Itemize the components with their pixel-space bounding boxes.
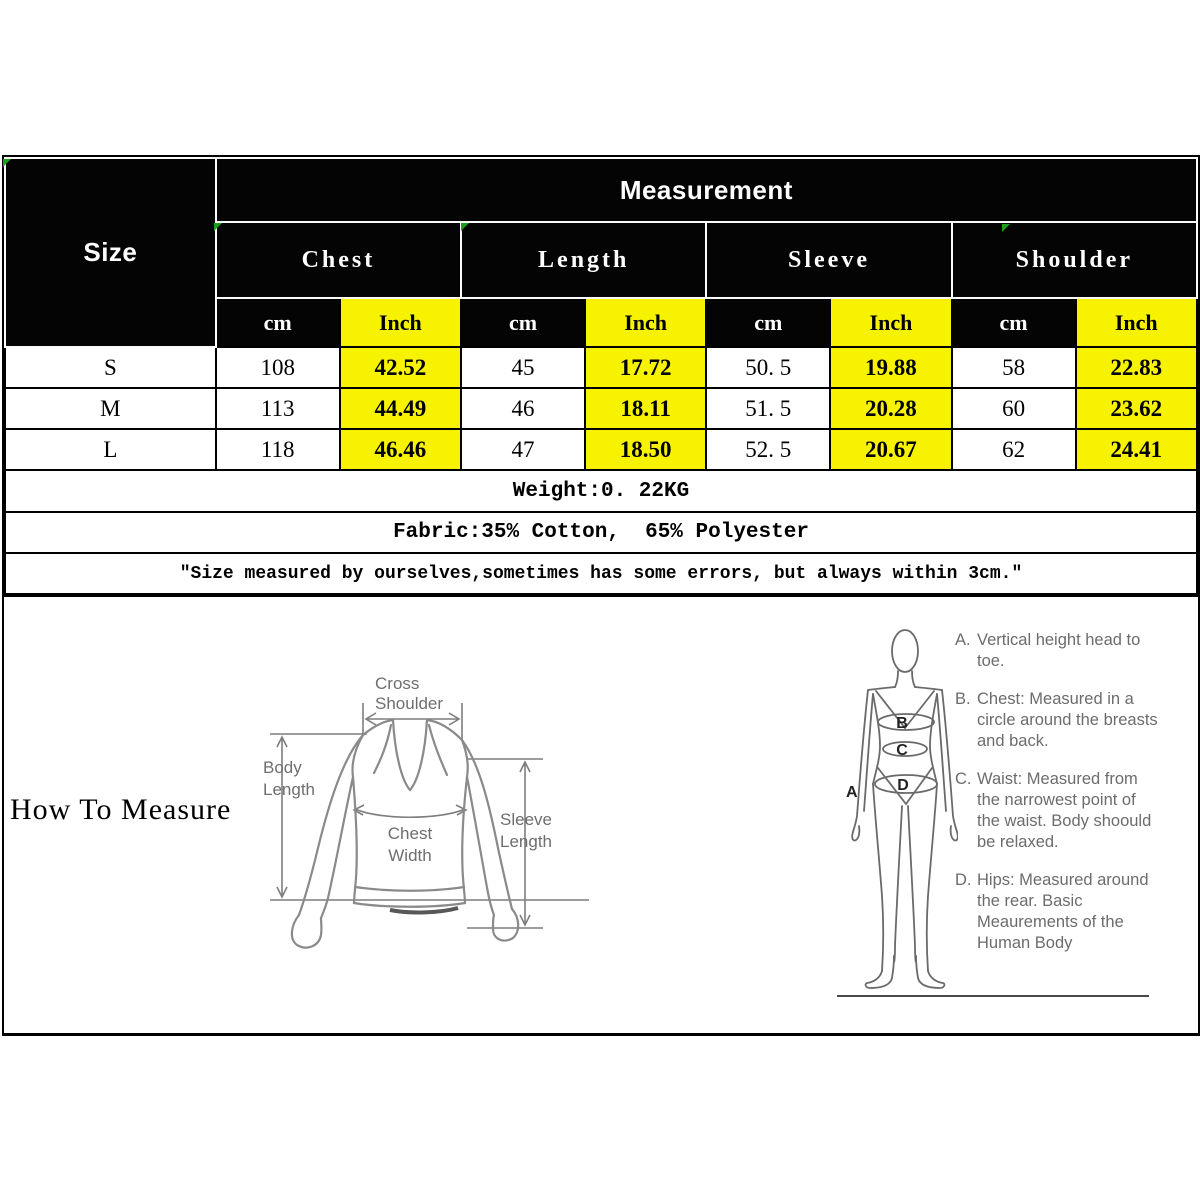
instruction-letter: D. [955, 871, 972, 889]
marker-b: B [896, 715, 908, 732]
unit-header-cm: cm [952, 298, 1076, 347]
value-cell: 51. 5 [706, 388, 830, 429]
instruction-item-a [955, 630, 1160, 672]
comment-marker-icon [214, 223, 222, 231]
body-length-label: Body [263, 758, 302, 777]
comment-marker-icon [3, 159, 11, 167]
value-cell: 22.83 [1076, 347, 1198, 388]
table-row-size-s [5, 347, 1197, 388]
value-cell: 18.11 [585, 388, 706, 429]
group-header-chest: Chest [216, 222, 461, 298]
unit-header-inch: Inch [1076, 298, 1198, 347]
unit-header-inch: Inch [585, 298, 706, 347]
instruction-text: Hips: Measured around the rear. Basic Meaurements of the Human Body [977, 871, 1149, 952]
value-cell: 23.62 [1076, 388, 1198, 429]
group-header-sleeve: Sleeve [706, 222, 951, 298]
body-length-label: Length [263, 780, 315, 799]
measure-instructions [955, 630, 1160, 971]
value-cell: 50. 5 [706, 347, 830, 388]
marker-d: D [897, 777, 909, 794]
instruction-item-b [955, 689, 1160, 752]
size-chart-table-wrap [2, 155, 1200, 1036]
instruction-text: Waist: Measured from the narrowest point of the waist. Body shoould be relaxed. [977, 770, 1152, 851]
how-to-measure-heading: How To Measure [10, 793, 232, 826]
cross-shoulder-label: Shoulder [375, 694, 444, 713]
value-cell: 18.50 [585, 429, 706, 470]
sleeve-length-label: Length [500, 832, 552, 851]
weight-row: Weight:0. 22KG [5, 470, 1197, 512]
table-row-size-l [5, 429, 1197, 470]
value-cell: 58 [952, 347, 1076, 388]
value-cell: 62 [952, 429, 1076, 470]
value-cell: 17.72 [585, 347, 706, 388]
instruction-letter: B. [955, 690, 971, 708]
group-header-length: Length [461, 222, 706, 298]
instruction-item-c [955, 769, 1160, 853]
value-cell: 118 [216, 429, 340, 470]
value-cell: 44.49 [340, 388, 461, 429]
value-cell: 19.88 [830, 347, 951, 388]
garment-measure-diagram [255, 663, 600, 953]
cross-shoulder-label: Cross [375, 674, 420, 693]
measurement-title-cell: Measurement [216, 158, 1197, 222]
unit-header-cm: cm [216, 298, 340, 347]
body-measure-diagram [840, 616, 958, 998]
chest-width-label: Width [388, 846, 432, 865]
figure-underline [837, 995, 1149, 997]
size-label: L [5, 429, 216, 470]
value-cell: 46.46 [340, 429, 461, 470]
unit-header-inch: Inch [830, 298, 951, 347]
value-cell: 20.28 [830, 388, 951, 429]
size-label: M [5, 388, 216, 429]
unit-header-cm: cm [461, 298, 585, 347]
chest-width-label: Chest [387, 824, 433, 843]
instruction-letter: C. [955, 770, 972, 788]
unit-header-cm: cm [706, 298, 830, 347]
comment-marker-icon [1002, 224, 1010, 232]
table-row-size-m [5, 388, 1197, 429]
disclaimer-row: ″Size measured by ourselves,sometimes has some errors, but always within 3cm.″ [5, 553, 1197, 594]
instruction-text: Chest: Measured in a circle around the breasts and back. [977, 690, 1158, 750]
unit-header-inch: Inch [340, 298, 461, 347]
group-header-shoulder: Shoulder [952, 222, 1197, 298]
instruction-text: Vertical height head to toe. [977, 631, 1141, 670]
sleeve-length-label: Sleeve [500, 810, 552, 829]
marker-a: A [846, 784, 858, 801]
value-cell: 108 [216, 347, 340, 388]
measurement-table [4, 157, 1198, 595]
value-cell: 20.67 [830, 429, 951, 470]
how-to-measure-section [4, 595, 1198, 1033]
value-cell: 42.52 [340, 347, 461, 388]
marker-c: C [896, 742, 908, 759]
value-cell: 24.41 [1076, 429, 1198, 470]
size-header-cell: Size [5, 158, 216, 347]
value-cell: 52. 5 [706, 429, 830, 470]
value-cell: 46 [461, 388, 585, 429]
instruction-letter: A. [955, 631, 971, 649]
value-cell: 113 [216, 388, 340, 429]
value-cell: 47 [461, 429, 585, 470]
size-label: S [5, 347, 216, 388]
value-cell: 45 [461, 347, 585, 388]
instruction-item-d [955, 870, 1160, 954]
comment-marker-icon [461, 223, 469, 231]
value-cell: 60 [952, 388, 1076, 429]
fabric-row: Fabric:35% Cotton, 65% Polyester [5, 512, 1197, 553]
